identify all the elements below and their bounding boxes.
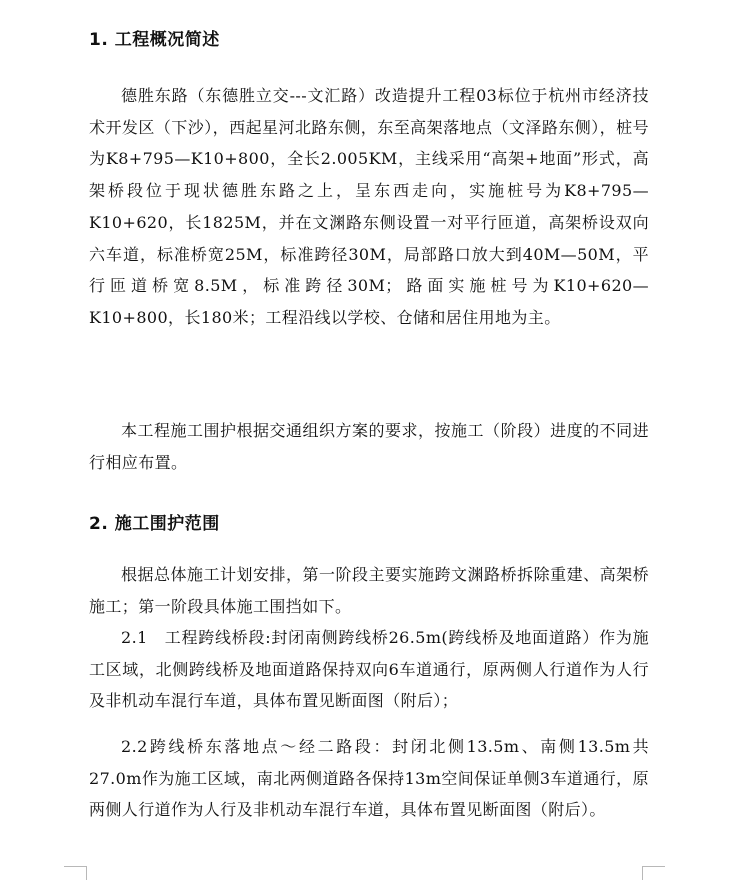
section-heading-enclosure-scope: 2. 施工围护范围 — [89, 514, 220, 534]
section-heading-overview: 1. 工程概况简述 — [89, 30, 220, 50]
paragraph-item-2-2: 2.2跨线桥东落地点～经二路段：封闭北侧13.5m、南侧13.5m共27.0m作为施工区域，南北两侧道路各保持13m空间保证单侧3车道通行，原两侧人行道作为人行及非机动车混行车道，具体布置见断面图（附后）。 — [89, 737, 649, 820]
paragraph-phase-one-plan: 根据总体施工计划安排，第一阶段主要实施跨文渊路桥拆除重建、高架桥施工；第一阶段具体施工围挡如下。 — [89, 565, 649, 616]
page-margin-corner-right — [642, 866, 665, 880]
page-margin-corner-left — [64, 866, 87, 880]
paragraph-item-2-1: 2.1 工程跨线桥段:封闭南侧跨线桥26.5m(跨线桥及地面道路）作为施工区域，北侧跨线桥及地面道路保持双向6车道通行，原两侧人行道作为人行及非机动车混行车道，具体布置见断面图（附后）； — [89, 628, 649, 711]
paragraph-enclosure-arrangement: 本工程施工围护根据交通组织方案的要求，按施工（阶段）进度的不同进行相应布置。 — [89, 421, 649, 472]
paragraph-project-overview: 德胜东路（东德胜立交---文汇路）改造提升工程03标位于杭州市经济技术开发区（下沙），西起星河北路东侧，东至高架落地点（文泽路东侧），桩号为K8+795—K10+800，全长2.005KM，主线采用“高架+地面”形式，高架桥段位于现状德胜东路之上，呈东西走向，实施桩号为K8+795—K10+620，长1825M，并在文渊路东侧设置一对平行匝道，高架桥设双向六车道，标准桥宽25M，标准跨径30M，局部路口放大到40M—50M，平行匝道桥宽8.5M，标准跨径30M；路面实施桩号为K10+620—K10+800，长180米；工程沿线以学校、仓储和居住用地为主。 — [89, 86, 649, 327]
